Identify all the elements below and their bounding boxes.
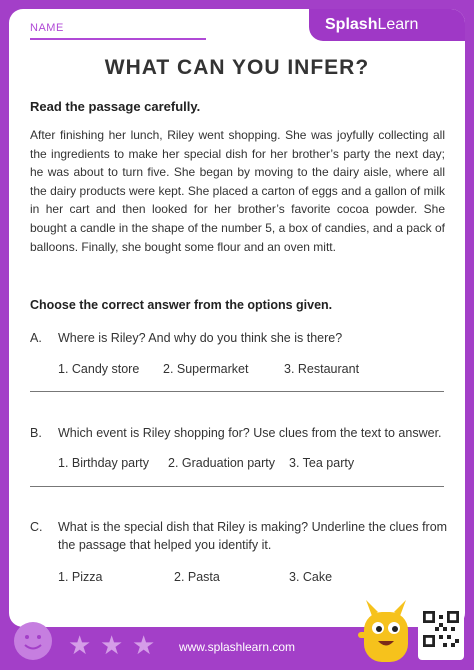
passage-instruction: Read the passage carefully. <box>30 99 201 114</box>
question-c-option-2[interactable]: 2. Pasta <box>174 570 220 584</box>
question-b-option-3[interactable]: 3. Tea party <box>289 456 355 470</box>
question-c-option-1[interactable]: 1. Pizza <box>58 570 103 584</box>
choose-instruction: Choose the correct answer from the options given. <box>30 298 333 312</box>
question-b-letter: B. <box>30 426 42 440</box>
star-icon: ★ <box>100 630 124 660</box>
question-a-letter: A. <box>30 331 42 345</box>
question-c-option-3[interactable]: 3. Cake <box>289 570 333 584</box>
question-a-option-2[interactable]: 2. Supermarket <box>163 362 249 376</box>
question-c-text-line-1: What is the special dish that Riley is making? Underline the clues from <box>58 520 448 534</box>
qr-code[interactable] <box>418 606 464 660</box>
logo-banner <box>309 9 465 41</box>
qr-code-icon <box>423 611 459 647</box>
name-label: NAME <box>30 22 64 34</box>
footer-url[interactable]: www.splashlearn.com <box>178 640 296 654</box>
star-icon: ★ <box>68 630 92 660</box>
question-b-option-1[interactable]: 1. Birthday party <box>58 456 150 470</box>
star-icon: ★ <box>132 630 156 660</box>
question-a-option-3[interactable]: 3. Restaurant <box>284 362 360 376</box>
mascot-character-icon <box>358 598 414 664</box>
reading-passage: After finishing her lunch, Riley went shopping. She was joyfully collecting all the ingredients to make her special dish for her brother’s party the next day; he was about to turn five. She began by moving to the dairy aisle, where all the dairy products were kept. She placed a carton of eggs and a gallon of milk in her cart and then looked for her brother’s favorite cocoa powder. She bought a candle in the shape of the number 5, a box of candies, and a pack of balloons. Finally, she bought some flour and an oven mitt. <box>30 128 445 254</box>
splashlearn-logo <box>325 16 418 34</box>
question-b-text: Which event is Riley shopping for? Use clues from the text to answer. <box>58 426 442 440</box>
worksheet-title: WHAT CAN YOU INFER? <box>104 56 370 79</box>
logo-bold-text: Splash <box>325 16 378 33</box>
answer-line-a[interactable] <box>30 391 444 392</box>
name-field[interactable] <box>30 20 206 40</box>
question-c-letter: C. <box>30 520 43 534</box>
question-c-text-line-2: the passage that helped you identify it. <box>58 538 272 552</box>
answer-line-b[interactable] <box>30 486 444 487</box>
logo-light-text: Learn <box>377 16 419 33</box>
question-a-option-1[interactable]: 1. Candy store <box>58 362 140 376</box>
question-a-text: Where is Riley? And why do you think she is there? <box>58 331 343 345</box>
question-b-option-2[interactable]: 2. Graduation party <box>168 456 276 470</box>
